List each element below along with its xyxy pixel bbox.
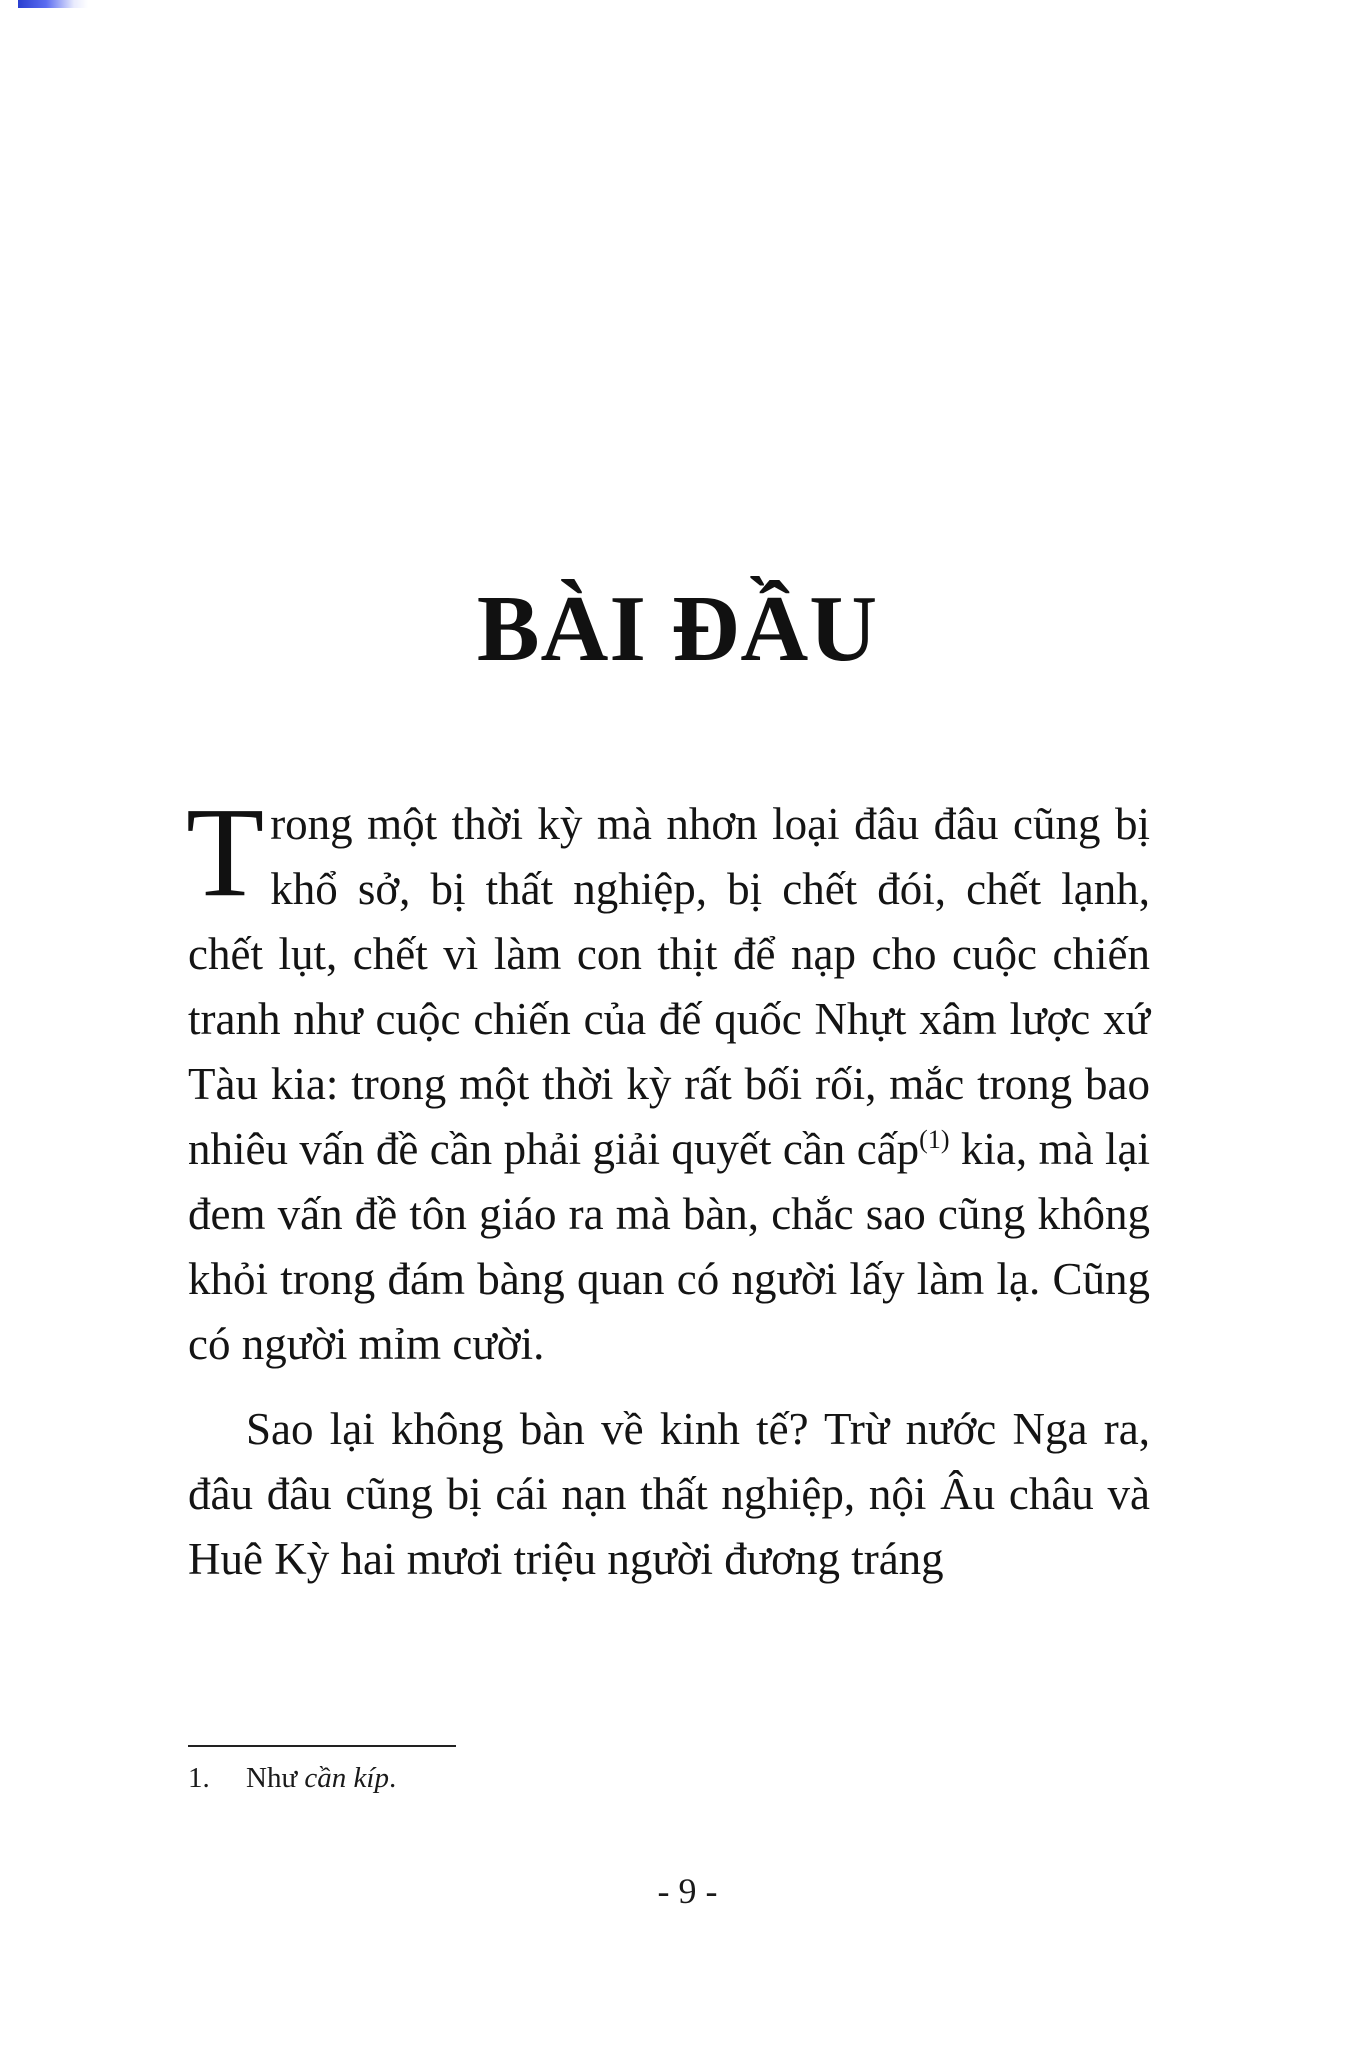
drop-cap: T xyxy=(186,781,265,923)
paragraph-1-text-a: rong một thời kỳ mà nhơn loại đâu đâu cũng bị khổ sở, bị thất nghiệp, bị chết đói, chết lạnh, chết lụt, chết vì làm con thịt để nạp cho cuộc chiến tranh như cuộc chiến của đế quốc Nhựt xâm lược xứ Tàu kia: trong một thời kỳ rất bối rối, mắc trong bao nhiêu vấn đề cần phải giải quyết cần cấp xyxy=(188,799,1150,1174)
paragraph-1 xyxy=(186,781,1150,1377)
footnote-number: 1. xyxy=(188,1762,210,1794)
footnote-text: Như xyxy=(246,1762,305,1794)
footnote-italic-text: cần kíp xyxy=(304,1762,389,1794)
footnote-reference[interactable]: (1) xyxy=(919,1125,950,1154)
chapter-title: BÀI ĐẦU xyxy=(476,576,879,681)
footnote-1 xyxy=(188,1762,396,1795)
paragraph-1-text-b: kia, mà lại đem vấn đề tôn giáo ra mà bàn, chắc sao cũng không khỏi trong đám bàng quan có người lấy làm lạ. Cũng có người mỉm cười. xyxy=(188,1124,1150,1369)
paragraph-2: Sao lại không bàn về kinh tế? Trừ nước Nga ra, đâu đâu cũng bị cái nạn thất nghiệp, nội Âu châu và Huê Kỳ hai mươi triệu người đương tráng xyxy=(188,1404,1150,1584)
body-text xyxy=(186,781,1150,1592)
footnote-trailing: . xyxy=(388,1762,397,1794)
footnote-divider xyxy=(188,1745,456,1747)
page-number: - 9 - xyxy=(657,1871,718,1911)
